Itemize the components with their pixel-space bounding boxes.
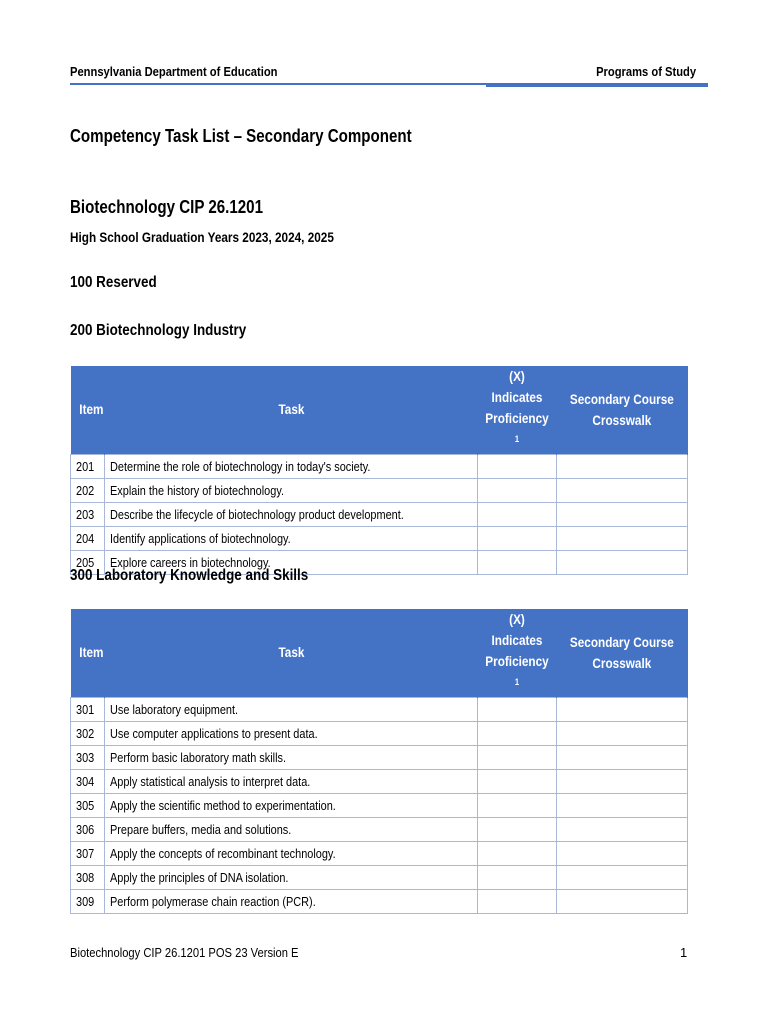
proficiency-cell[interactable] [478,865,557,889]
crosswalk-cell[interactable] [557,502,688,526]
header-org: Pennsylvania Department of Education [70,64,278,79]
document-title: Competency Task List – Secondary Component [70,126,412,146]
table-row [71,502,688,526]
crosswalk-cell[interactable] [557,745,688,769]
crosswalk-cell[interactable] [557,817,688,841]
task-cell: Apply the concepts of recombinant technology. [105,841,478,865]
proficiency-cell[interactable] [478,721,557,745]
crosswalk-cell[interactable] [557,550,688,574]
column-header-task: Task [105,366,478,454]
crosswalk-cell[interactable] [557,865,688,889]
table-row [71,769,688,793]
column-header-item: Item [71,609,105,697]
crosswalk-cell[interactable] [557,697,688,721]
crosswalk-cell[interactable] [557,769,688,793]
item-cell: 205 [71,550,105,574]
task-cell: Explain the history of biotechnology. [105,478,478,502]
item-cell: 307 [71,841,105,865]
table-row [71,697,688,721]
footer-text: Biotechnology CIP 26.1201 POS 23 Version E [70,945,299,960]
page-number: 1 [680,945,688,960]
task-cell: Explore careers in biotechnology. [105,550,478,574]
task-cell: Use computer applications to present data. [105,721,478,745]
proficiency-cell[interactable] [478,841,557,865]
proficiency-cell[interactable] [478,550,557,574]
task-cell: Identify applications of biotechnology. [105,526,478,550]
item-cell: 201 [71,454,105,478]
table-header-row [71,609,688,697]
task-cell: Use laboratory equipment. [105,697,478,721]
table-row [71,793,688,817]
table-row [71,817,688,841]
section-300-table [70,609,688,914]
page-header [70,64,697,82]
column-header-crosswalk: Secondary Course Crosswalk [557,609,688,697]
task-cell: Describe the lifecycle of biotechnology product development. [105,502,478,526]
section-200-table [70,366,688,575]
proficiency-cell[interactable] [478,502,557,526]
header-section: Programs of Study [596,64,697,79]
proficiency-cell[interactable] [478,454,557,478]
table-row [71,745,688,769]
table-row [71,454,688,478]
task-cell: Apply statistical analysis to interpret data. [105,769,478,793]
crosswalk-cell[interactable] [557,793,688,817]
proficiency-cell[interactable] [478,889,557,913]
item-cell: 304 [71,769,105,793]
graduation-years: High School Graduation Years 2023, 2024, 2025 [70,229,334,245]
program-title: Biotechnology CIP 26.1201 [70,197,263,217]
column-header-proficiency: (X) Indicates Proficiency $^1$ [478,609,557,697]
task-cell: Apply the scientific method to experimentation. [105,793,478,817]
proficiency-cell[interactable] [478,697,557,721]
header-rule-accent [486,85,708,87]
crosswalk-cell[interactable] [557,721,688,745]
item-cell: 305 [71,793,105,817]
proficiency-cell[interactable] [478,769,557,793]
proficiency-cell[interactable] [478,745,557,769]
column-header-proficiency: (X) Indicates Proficiency $^1$ [478,366,557,454]
column-header-item: Item [71,366,105,454]
column-header-crosswalk: Secondary Course Crosswalk [557,366,688,454]
item-cell: 306 [71,817,105,841]
proficiency-cell[interactable] [478,817,557,841]
table-row [71,478,688,502]
column-header-task: Task [105,609,478,697]
table-row [71,526,688,550]
task-cell: Perform polymerase chain reaction (PCR). [105,889,478,913]
crosswalk-cell[interactable] [557,478,688,502]
crosswalk-cell[interactable] [557,454,688,478]
table-row [71,841,688,865]
proficiency-cell[interactable] [478,526,557,550]
crosswalk-cell[interactable] [557,889,688,913]
section-300-heading: 300 Laboratory Knowledge and Skills [70,567,309,584]
item-cell: 301 [71,697,105,721]
item-cell: 303 [71,745,105,769]
task-cell: Prepare buffers, media and solutions. [105,817,478,841]
item-cell: 204 [71,526,105,550]
proficiency-cell[interactable] [478,478,557,502]
item-cell: 203 [71,502,105,526]
proficiency-cell[interactable] [478,793,557,817]
task-cell: Apply the principles of DNA isolation. [105,865,478,889]
task-cell: Determine the role of biotechnology in today's society. [105,454,478,478]
task-cell: Perform basic laboratory math skills. [105,745,478,769]
item-cell: 309 [71,889,105,913]
section-200-heading: 200 Biotechnology Industry [70,322,247,339]
item-cell: 302 [71,721,105,745]
table-row [71,721,688,745]
table-header-row [71,366,688,454]
crosswalk-cell[interactable] [557,841,688,865]
item-cell: 202 [71,478,105,502]
crosswalk-cell[interactable] [557,526,688,550]
table-row [71,865,688,889]
item-cell: 308 [71,865,105,889]
section-100-heading: 100 Reserved [70,274,157,291]
table-row [71,889,688,913]
